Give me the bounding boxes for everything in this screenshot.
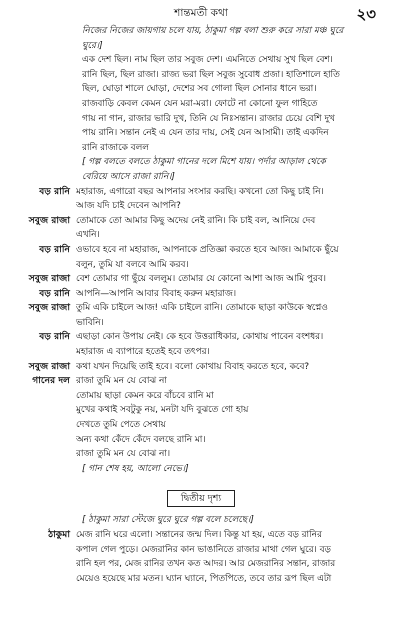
text-line: নিজের নিজের জায়গায় চলে যায়, ঠাকুমা গল্প বলা শুরু করে সারা মঞ্চ ঘুরে bbox=[82, 26, 344, 36]
text-line: এখনি। bbox=[76, 230, 100, 241]
dialogue-block-scene-two bbox=[14, 513, 388, 586]
text-line: ওভাবে হবে না মহারাজ, আপনাকে প্রতিজ্ঞা করতে হবে আজ। আমাকে ছুঁয়ে bbox=[76, 244, 339, 255]
speaker-name: ঠাকুমা bbox=[48, 529, 70, 540]
entry-text bbox=[76, 301, 388, 330]
entry-text bbox=[76, 243, 388, 272]
stage-direction bbox=[14, 24, 388, 53]
entry-text bbox=[76, 360, 388, 375]
stage-direction bbox=[14, 155, 388, 184]
scene-heading: দ্বিতীয় দৃশ্য bbox=[167, 490, 235, 507]
entry-text bbox=[76, 287, 388, 302]
dialogue-entry bbox=[14, 360, 388, 375]
text-line: মেয়েও হয়েছে মার মতন। ঘ্যান ঘ্যানে, পিতপিতে, তবে তার রূপ ছিল এটা bbox=[76, 573, 332, 584]
dialogue-entry bbox=[14, 272, 388, 287]
dialogue-entry bbox=[14, 243, 388, 272]
text-line: মুখের কথাই সবটুকু নয়, মনটা যদি বুঝতে গো হায় bbox=[76, 405, 249, 416]
text-line: ছিল, ঘোড়া শালে ঘোড়া, দেশের সব গোলা ছিল সোনার ধানে ভরা। bbox=[82, 84, 317, 95]
text-line: ভাবিনি। bbox=[76, 317, 104, 328]
entry-text bbox=[14, 462, 388, 477]
entry-text bbox=[14, 24, 388, 53]
text-line: রাজা তুমি মন যে বোঝ না। bbox=[76, 449, 171, 460]
entry-text bbox=[76, 374, 388, 462]
text-line: মহারাজ, এগারো বছর আপনার সংসার করছি। কখনো তো কিছু চাই নি। bbox=[76, 186, 324, 197]
stage-direction bbox=[14, 513, 388, 528]
entry-text bbox=[76, 185, 388, 214]
entry-text bbox=[14, 53, 388, 155]
dialogue-entry bbox=[14, 287, 388, 302]
entry-text bbox=[14, 155, 388, 184]
speaker-name: বড় রানি bbox=[39, 243, 70, 255]
page-header bbox=[14, 0, 388, 24]
stage-direction bbox=[14, 462, 388, 477]
text-line: তোমায় ছাড়া কেমন করে বাঁচবে রানি মা bbox=[76, 390, 214, 401]
entry-text bbox=[76, 214, 388, 243]
text-line: বেরিয়ে আসে রাজা রানি।] bbox=[82, 171, 175, 182]
text-line: বেশ তোমার গা ছুঁয়ে বললুম। তোমার যে কোনো আশা আজ আমি পুরব। bbox=[76, 274, 326, 285]
dialogue-entry bbox=[14, 330, 388, 359]
speaker-name: সবুজ রাজা bbox=[28, 214, 70, 226]
speaker-name: সবুজ রাজা bbox=[28, 360, 70, 372]
speaker-name: বড় রানি bbox=[39, 185, 70, 197]
text-line: রানি রাজাকে বলল bbox=[82, 142, 149, 153]
text-line: আপনি—আপনি আবার বিবাহ করুন মহারাজ। bbox=[76, 288, 237, 299]
dialogue-entry bbox=[14, 374, 388, 462]
entry-text bbox=[76, 272, 388, 287]
speaker-name: বড় রানি bbox=[39, 287, 70, 299]
text-line: কপাল গেল পুড়ে। মেজরানির কান ভাঙানিতে রাজার মাথা গেল ঘুরে। বড় bbox=[76, 544, 331, 555]
speaker-name: সবুজ রাজা bbox=[28, 273, 70, 285]
text-line: ঘুরে।] bbox=[82, 40, 103, 51]
text-line: রাজবাড়ি কেবল কেমন যেন মরা-মরা। ফোটে না কোনো ফুল গাহিতে bbox=[82, 98, 318, 109]
speaker-name: সবুজ রাজা bbox=[28, 302, 70, 314]
text-line: এছাড়া কোন উপায় নেই। কে হবে উত্তরাধিকার, কোথায় পাবেন বংশধর। bbox=[76, 332, 324, 343]
dialogue-block-scene-one bbox=[14, 24, 388, 476]
text-line: রাজা তুমি মন যে বোঝ না bbox=[76, 376, 167, 387]
text-line: তুমি একি চাইলে আজ! একি চাইলে রানি। তোমাকে ছাড়া কাউকে স্বপ্নেও bbox=[76, 303, 328, 314]
text-line: এক দেশ ছিল। নাম ছিল তার সবুজ দেশ। এমনিতে সেথায় সুখ ছিল বেশ। bbox=[82, 55, 333, 66]
text-line: মহারাজ এ ব্যাপারে হতেই হবে তৎপর। bbox=[76, 347, 210, 358]
speaker-name: গানের দল bbox=[32, 375, 70, 387]
text-line: মেজ রানি ঘরে এলো। সন্তানের জন্ম দিল। কিন্তু যা হয়, এতে বড় রানির bbox=[76, 530, 322, 540]
entry-text bbox=[76, 528, 388, 586]
dialogue-entry bbox=[14, 528, 388, 586]
text-line: বলুন, তুমি যা বলবে আমি করব। bbox=[76, 259, 189, 270]
text-line: দেখতে তুমি পেতে সেথায় bbox=[76, 420, 166, 431]
text-line: [ ঠাকুমা সারা স্টেজে ঘুরে ঘুরে গল্প বলে চলেছে।] bbox=[82, 515, 254, 526]
text-line: তোমাকে তো আমার কিছু অদেয় নেই রানি। কি চাই বল, আনিয়ে দেব bbox=[76, 215, 316, 226]
text-line: পায় রানি। সন্তান নেই এ যেন তার দায়, সেই যেন আসামী। তাই একদিন bbox=[82, 128, 329, 139]
running-title: শান্তমতী কথা bbox=[174, 7, 228, 19]
text-line: আজ যদি চাই দেবেন আপনি? bbox=[76, 201, 181, 212]
entry-text bbox=[14, 513, 388, 528]
page-number: ২৩ bbox=[356, 5, 376, 23]
text-line: [ গল্প বলতে বলতে ঠাকুমা গানের দলে মিশে যায়। পর্দার আড়াল থেকে bbox=[82, 157, 326, 168]
dialogue-entry bbox=[14, 214, 388, 243]
narration bbox=[14, 53, 388, 155]
dialogue-entry bbox=[14, 301, 388, 330]
text-line: গায় না গান, রাজার ভারি দুখ, তিনি যে নিঃসন্তান। রাজার চেয়ে বেশি দুখ bbox=[82, 113, 335, 124]
text-line: রানি হল পর, মেজ রানির তখন কত আদর। আর মেজরানির সন্তান, রাজার bbox=[76, 559, 336, 570]
text-line: অন্য কথা কেঁদে কেঁদে বলছে রানি মা। bbox=[76, 434, 206, 445]
text-line: কথা যখন দিয়েছি তাই হবে। বলো কোথায় বিবাহ করতে হবে, কবে? bbox=[76, 361, 310, 372]
text-line: রানি ছিল, ছিল রাজা। রাজ্য ভরা ছিল সবুজ সুবোধ প্রজা। হাতিশালে হাতি bbox=[82, 69, 340, 80]
text-line: [ গান শেষ হয়, আলো নেভে।] bbox=[82, 463, 189, 474]
entry-text bbox=[76, 330, 388, 359]
dialogue-entry bbox=[14, 185, 388, 214]
speaker-name: বড় রানি bbox=[39, 331, 70, 343]
